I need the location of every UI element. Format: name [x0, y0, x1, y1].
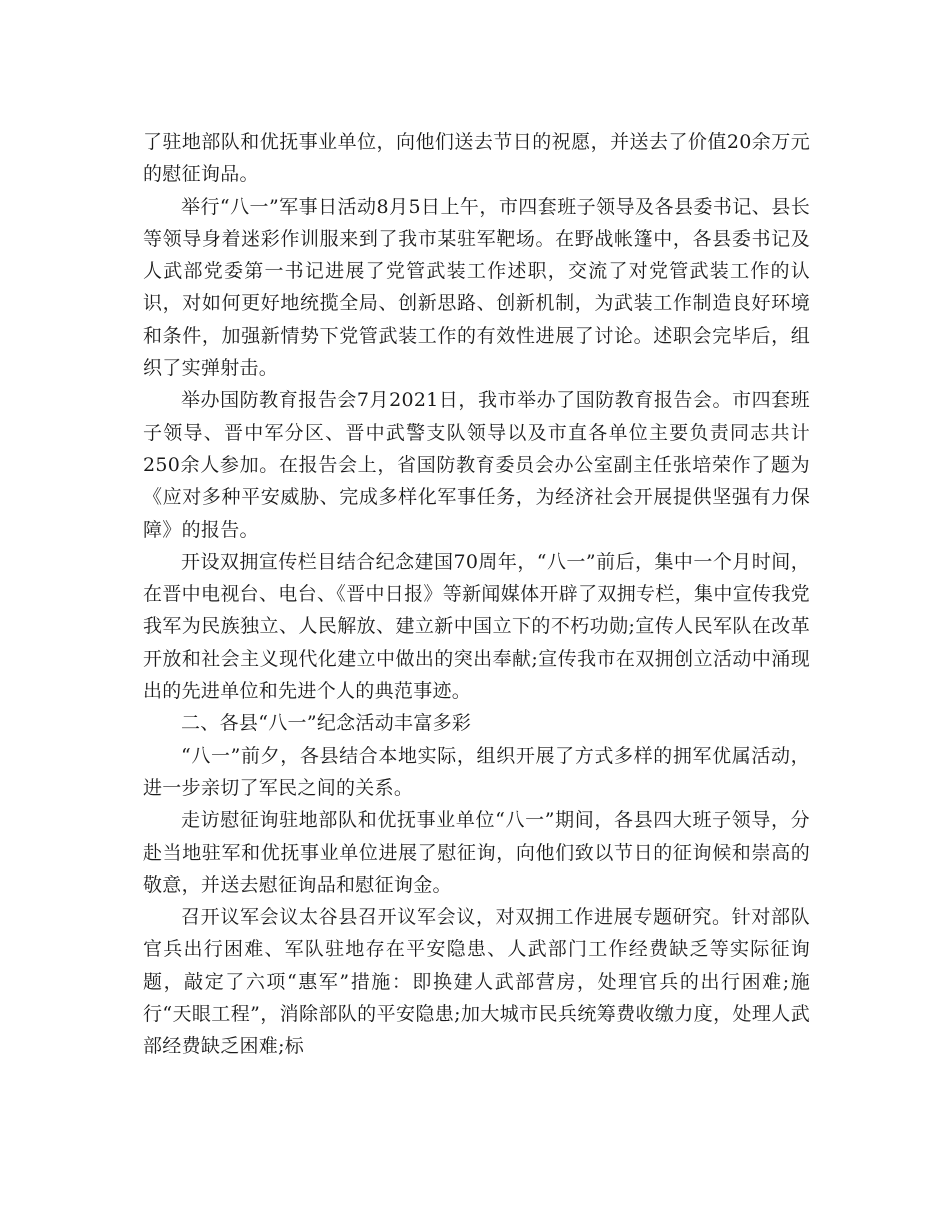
- paragraph-1: 了驻地部队和优抚事业单位，向他们送去节日的祝愿，并送去了价值20余万元的慰征询品。: [143, 131, 810, 186]
- document-body: [143, 126, 810, 1063]
- paragraph-2: 举行“八一”军事日活动8月5日上午，市四套班子领导及各县委书记、县长等领导身着迷彩作训服来到了我市某驻军靶场。在野战帐篷中，各县委书记及人武部党委第一书记进展了党管武装工作述职，交流了对党管武装工作的认识，对如何更好地统揽全局、创新思路、创新机制，为武装工作制造良好环境和条件，加强新情势下党管武装工作的有效性进展了讨论。述职会完毕后，组织了实弹射击。: [143, 195, 810, 380]
- paragraph-5: “八一”前夕，各县结合本地实际，组织开展了方式多样的拥军优属活动，进一步亲切了军民之间的关系。: [143, 744, 810, 799]
- paragraph-4: 开设双拥宣传栏目结合纪念建国70周年，“八一”前后，集中一个月时间，在晋中电视台、电台、《晋中日报》等新闻媒体开辟了双拥专栏，集中宣传我党我军为民族独立、人民解放、建立新中国立下的不朽功勋;宣传人民军队在改革开放和社会主义现代化建立中做出的突出奉献;宣传我市在双拥创立活动中涌现出的先进单位和先进个人的典范事迹。: [143, 550, 810, 703]
- paragraph-6: 走访慰征询驻地部队和优抚事业单位“八一”期间，各县四大班子领导，分赴当地驻军和优抚事业单位进展了慰征询，向他们致以节日的征询候和崇高的敬意，并送去慰征询品和慰征询金。: [143, 809, 810, 896]
- paragraph-3: 举办国防教育报告会7月2021日，我市举办了国防教育报告会。市四套班子领导、晋中军分区、晋中武警支队领导以及市直各单位主要负责同志共计250余人参加。在报告会上，省国防教育委员会办公室副主任张培荣作了题为《应对多种平安威胁、完成多样化军事任务，为经济社会开展提供坚强有力保障》的报告。: [143, 389, 810, 541]
- paragraph-7: 召开议军会议太谷县召开议军会议，对双拥工作进展专题研究。针对部队官兵出行困难、军队驻地存在平安隐患、人武部门工作经费缺乏等实际征询题，敲定了六项“惠军”措施：即换建人武部营房，处理官兵的出行困难;施行“天眼工程”，消除部队的平安隐患;加大城市民兵统筹费收缴力度，处理人武部经费缺乏困难;标: [143, 906, 810, 1058]
- section-heading: 二、各县“八一”纪念活动丰富多彩: [181, 712, 472, 735]
